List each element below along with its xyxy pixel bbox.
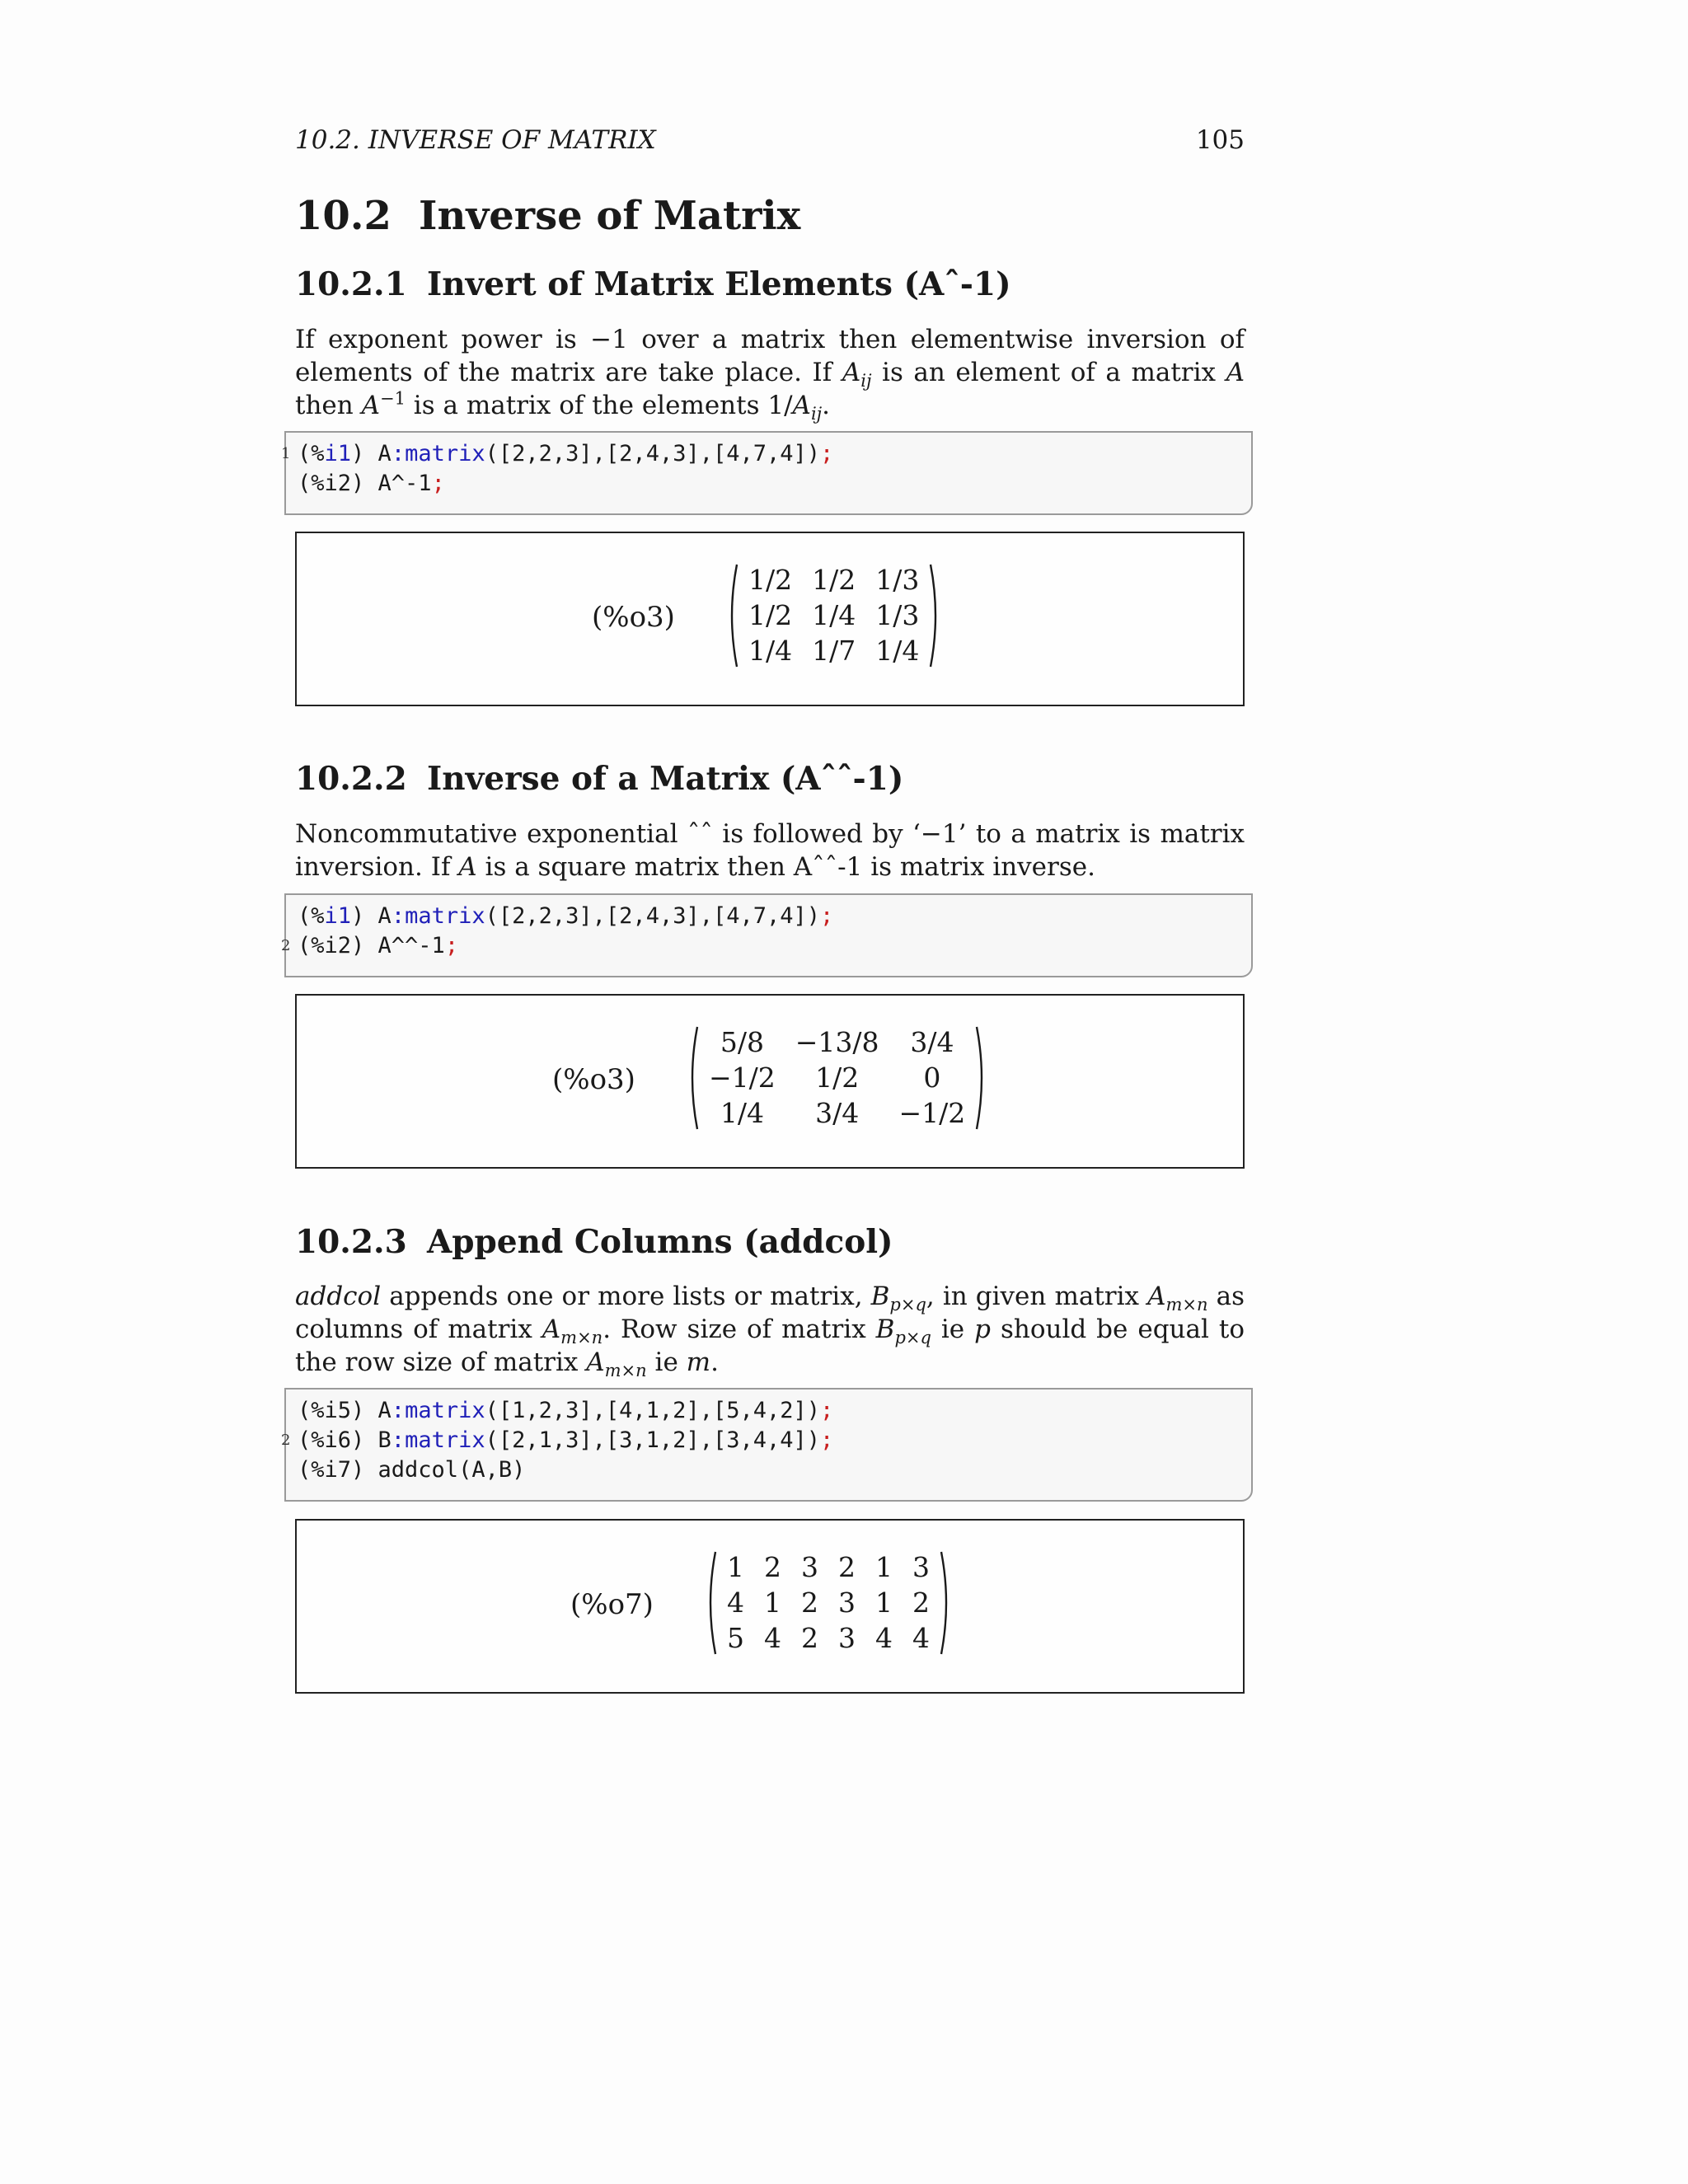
matrix-cell: 1/2 — [748, 564, 793, 597]
code-block-2 — [281, 893, 1253, 977]
matrix-cell: 5/8 — [720, 1026, 764, 1059]
line-number: 2 — [281, 1432, 291, 1449]
code-line: (%i2) A^-1; — [298, 471, 445, 496]
matrix-cell: 3 — [912, 1551, 930, 1584]
running-header-title: 10.2. INVERSE OF MATRIX — [295, 125, 656, 155]
paragraph-3: addcol appends one or more lists or matrix, $B_{p\times q}$, in given matrix $A_{m\times n}$ as columns of matrix $A_{m\times n}$. Row size of matrix $B_{p\times q}$ ie p should be equal to the row size of matrix $A_{m\times n}$ ie m. — [295, 1282, 1245, 1381]
section-number: 10.2 — [295, 193, 392, 239]
matrix-row — [717, 1620, 940, 1656]
result-matrix — [725, 563, 942, 668]
matrix-cell: −1/2 — [898, 1096, 966, 1129]
code-line: (%i1) A:matrix([2,2,3],[2,4,3],[4,7,4]); — [298, 903, 834, 929]
matrix-row — [738, 633, 929, 668]
running-header — [295, 125, 1245, 162]
matrix-cell: 3/4 — [910, 1026, 954, 1059]
matrix-table — [738, 563, 929, 668]
subsection-number: 10.2.2 — [295, 760, 407, 798]
matrix-cell: 1/4 — [812, 598, 856, 631]
matrix-cell: 1/7 — [812, 634, 856, 667]
subsection-title: Inverse of a Matrix (Aˆˆ-1) — [427, 760, 904, 798]
subsection-heading-3 — [295, 1223, 893, 1261]
output-box-2 — [295, 994, 1245, 1169]
output-label: (%o3) — [592, 601, 675, 634]
left-paren — [725, 563, 738, 668]
matrix-cell: 3 — [838, 1621, 856, 1654]
matrix-cell: 2 — [801, 1586, 818, 1619]
matrix-row — [699, 1095, 975, 1131]
matrix-cell: −13/8 — [795, 1026, 879, 1059]
matrix-cell: 1/4 — [720, 1096, 764, 1129]
section-heading — [295, 193, 800, 239]
matrix-table — [699, 1025, 975, 1131]
matrix-cell: 3 — [838, 1586, 856, 1619]
matrix-row — [699, 1061, 975, 1096]
matrix-cell: 3/4 — [815, 1096, 860, 1129]
output-label: (%o3) — [552, 1063, 635, 1096]
subsection-title: Invert of Matrix Elements (Aˆ-1) — [427, 265, 1011, 303]
matrix-cell: 4 — [727, 1586, 744, 1619]
result-matrix — [704, 1550, 953, 1656]
subsection-number: 10.2.3 — [295, 1223, 407, 1261]
matrix-row — [699, 1025, 975, 1061]
matrix-row — [738, 598, 929, 634]
result-matrix — [686, 1025, 988, 1131]
matrix-cell: 1/2 — [748, 598, 793, 631]
matrix-cell: 1 — [727, 1551, 744, 1584]
matrix-cell: 1/2 — [815, 1061, 860, 1094]
matrix-table — [717, 1550, 940, 1656]
output-box-3 — [295, 1519, 1245, 1694]
output-label: (%o7) — [570, 1588, 654, 1621]
page-number: 105 — [1195, 125, 1245, 155]
left-paren — [704, 1550, 717, 1656]
right-paren — [975, 1025, 988, 1131]
matrix-cell: 4 — [912, 1621, 930, 1654]
matrix-cell: 1/3 — [875, 564, 920, 597]
right-paren — [929, 563, 942, 668]
matrix-cell: 2 — [764, 1551, 781, 1584]
matrix-cell: 1/3 — [875, 598, 920, 631]
matrix-cell: 1/2 — [812, 564, 856, 597]
matrix-cell: 1/4 — [875, 634, 920, 667]
matrix-cell: 2 — [912, 1586, 930, 1619]
line-number: 2 — [281, 937, 291, 954]
left-paren — [686, 1025, 699, 1131]
paragraph-1: If exponent power is −1 over a matrix then elementwise inversion of elements of the matrix are take place. If $A_{ij}$ is an element of a matrix A then $A^{-1}$ is a matrix of the elements $1/A_{ij}$. — [295, 325, 1245, 424]
subsection-number: 10.2.1 — [295, 265, 407, 303]
matrix-row — [717, 1586, 940, 1621]
matrix-cell: 3 — [801, 1551, 818, 1584]
subsection-title: Append Columns (addcol) — [427, 1223, 893, 1261]
matrix-cell: 0 — [923, 1061, 941, 1094]
code-line: 2 (%i2) A^^-1; — [298, 931, 458, 961]
matrix-cell: 2 — [801, 1621, 818, 1654]
matrix-cell: −1/2 — [709, 1061, 776, 1094]
subsection-heading-1 — [295, 265, 1011, 303]
matrix-row — [738, 563, 929, 598]
matrix-cell: 1 — [764, 1586, 781, 1619]
matrix-cell: 5 — [727, 1621, 744, 1654]
line-number: 1 — [281, 445, 291, 462]
matrix-cell: 4 — [875, 1621, 893, 1654]
code-line: (%i7) addcol(A,B) — [298, 1457, 526, 1483]
matrix-cell: 1 — [875, 1551, 893, 1584]
subsection-heading-2 — [295, 760, 903, 798]
matrix-cell: 1/4 — [748, 634, 793, 667]
code-block-1 — [281, 431, 1253, 515]
matrix-row — [717, 1550, 940, 1586]
right-paren — [940, 1550, 953, 1656]
code-line: 2 (%i6) B:matrix([2,1,3],[3,1,2],[3,4,4]); — [298, 1426, 833, 1455]
section-title: Inverse of Matrix — [419, 193, 801, 239]
paragraph-2: Noncommutative exponential ˆˆ is followed by ‘−1’ to a matrix is matrix inversion. If A is a square matrix then Aˆˆ-1 is matrix inverse. — [295, 819, 1245, 882]
code-block-3 — [281, 1388, 1253, 1502]
output-box-1 — [295, 532, 1245, 706]
code-line: (%i5) A:matrix([1,2,3],[4,1,2],[5,4,2]); — [298, 1398, 834, 1423]
matrix-cell: 2 — [838, 1551, 856, 1584]
matrix-cell: 1 — [875, 1586, 893, 1619]
matrix-cell: 4 — [764, 1621, 781, 1654]
code-line: 1 (%i1) A:matrix([2,2,3],[2,4,3],[4,7,4]); — [298, 439, 833, 469]
